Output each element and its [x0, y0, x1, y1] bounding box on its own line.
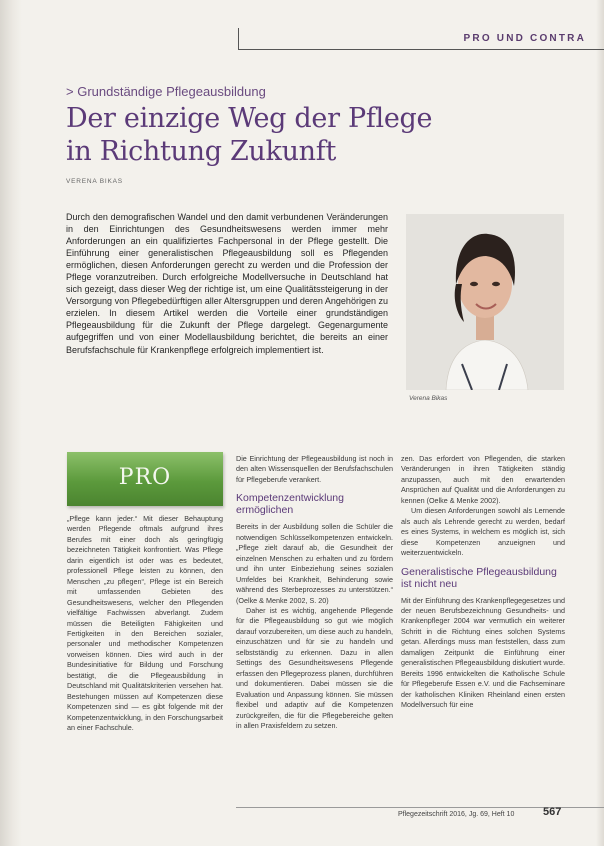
- journal-reference: Pflegezeitschrift 2016, Jg. 69, Heft 10: [398, 811, 515, 818]
- subheading: Generalistische Pflegeausbildung ist nicht neu: [401, 565, 557, 590]
- article-kicker: > Grundständige Pflegeausbildung: [66, 84, 266, 99]
- column-paragraph: zen. Das erfordert von Pflegenden, die starken Veränderungen in ihren Tätigkeiten ständig anzupassen, auch mit den erwartenden Ansprüchen auf Qualität und die Anforderungen zu kennen (Oelke & Menke 2002).: [401, 454, 565, 505]
- article-title: [66, 102, 446, 168]
- author-photo: [406, 214, 564, 390]
- author-byline: VERENA BIKAS: [66, 178, 123, 185]
- column-paragraph: Um diesen Anforderungen sowohl als Lernende als auch als Lehrende gerecht zu werden, bedarf es eines Systems, in welchem es möglich ist, sich diese Kompetenzen anzueignen und weiterzuentwickeln.: [401, 506, 565, 558]
- page-number: 567: [543, 806, 562, 818]
- portrait-image: [406, 214, 564, 390]
- section-header: [238, 28, 604, 50]
- pro-banner: [67, 452, 223, 506]
- text-column-1: [67, 514, 223, 734]
- page-fold-shadow: [0, 0, 22, 846]
- subheading: Kompetenzentwicklung ermöglichen: [236, 492, 344, 517]
- page-edge-shadow: [596, 0, 604, 846]
- text-column-2: [236, 454, 393, 731]
- column-paragraph: „Pflege kann jeder.“ Mit dieser Behauptung werden Pflegende oftmals aufgrund ihres Berufes mit einer doch als geringfügig bezeichneten Tätigkeit konfrontiert. Was Pflege darin eigentlich ist oder was es bedeutet, professionell Pflege leisten zu können, den Menschen „zu pflegen“, Pflege ist ein Bereich mit umfassenden Gebieten des Gesundheitswesens, welcher den Pflegenden vielfältige Fachwissen abverlangt. Zudem müssen die Beteiligten Fähigkeiten und Fertigkeiten in den Bereichen sozialer, personaler und methodischer Kompetenzen vorweisen können. Dies wird auch in der Bundesinitiative für Bildung und Forschung bestätigt, die die Pflegeausbildung in Deutschland mit Qualitätskriterien versehen hat. Bestehungen müssen auf Kompetenzen diese Kompetenzen sind — es gibt folgende mit der Kompetenzentwicklung, in den Forschungsarbeit an einer Fachschule.: [67, 514, 223, 733]
- column-paragraph: Die Einrichtung der Pflegeausbildung ist noch in den alten Wissensquellen der Berufsfachschulen für Pflegeberufe verankert.: [236, 454, 393, 484]
- text-column-3: [401, 454, 565, 711]
- section-label: PRO UND CONTRA: [463, 33, 586, 44]
- pro-label: PRO: [118, 465, 172, 490]
- title-line-1: Der einzige Weg der Pflege: [66, 103, 433, 134]
- photo-caption: Verena Bikas: [409, 395, 448, 402]
- title-line-2: in Richtung Zukunft: [66, 136, 337, 167]
- column-paragraph: Daher ist es wichtig, angehende Pflegende für die Pflegeausbildung so gut wie möglich darauf vorzubereiten, um diese auch zu handeln, einzuschätzen und für sie zu handeln und selbstständig zu erkennen. Dazu in allen Settings des Gesundheitswesens Pflegende erfassen den Pflegeprozess planen, durchführen und dokumentieren. Dabei müssen sie die Evaluation und Anpassung können. Sie müssen flexibel und adaptiv auf die Kompetenzen zurückgreifen, die für die Pflegebereiche gelten in allen Praxisfeldern zu setzen.: [236, 605, 393, 730]
- column-paragraph: Mit der Einführung des Krankenpflegegesetzes und der neuen Berufsbezeichnung Gesundheits- und Krankenpfleger 2004 war vermutlich ein weiterer Schritt in die Richtung eines solchen Systems getan. Allerdings muss man feststellen, dass zum damaligen Zeitpunkt die Einführung einer generalistischen Pflegeausbildung diskutiert wurde. Bereits 1996 entwickelten die Katholische Schule für Pflegeberufe Essen e.V. und die Fachseminare der katholischen Kliniken Rheinland einen ersten Modellversuch für eine: [401, 595, 565, 710]
- article-intro: Durch den demografischen Wandel und den damit verbundenen Veränderungen in den Einrichtungen des Gesundheitswesens werden immer mehr Anforderungen an ein qualifiziertes Fachpersonal in der Pflege gestellt. Die Einführung einer generalistischen Pflegeausbildung soll es Pflegenden ermöglichen, diesen Anforderungen gerecht zu werden und die Profession der Pflege voranzutreiben. Durch erfolgreiche Modellversuche in Deutschland hat sich gezeigt, dass dieser Weg der richtige ist, um eine Qualitätssteigerung in der Versorgung von Pflegebedürftigen aller Altersgruppen und deren Angehörigen zu erzielen. In diesem Artikel werden die Vorteile einer grundständigen Pflegeausbildung für die Zukunft der Pflege dargelegt. Gegenargumente aufgegriffen und von einer Modellausbildung berichtet, die bereits an einer Berufsfachschule für Krankenpflege erfolgreich implementiert ist.: [66, 212, 388, 355]
- column-paragraph: Bereits in der Ausbildung sollen die Schüler die notwendigen Schlüsselkompetenzen entwickeln. „Pflege zielt darauf ab, die Gesundheit der einzelnen Menschen zu erhalten und zu fördern und ihn unter Einbeziehung seines sozialen Umfeldes bei Krankheit, Behinderung sowie während des Sterbeprozesses zu unterstützen.“ (Oelke & Menke 2002, S. 20): [236, 522, 393, 605]
